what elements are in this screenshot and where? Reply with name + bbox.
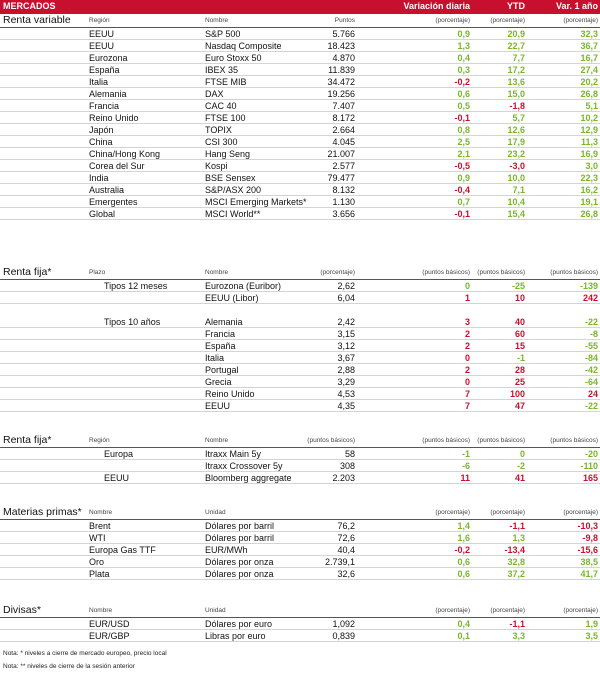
daily-change: -1 [461, 449, 470, 459]
table-row [0, 544, 600, 556]
daily-change: 0,1 [457, 631, 470, 641]
row-label: Tipos 12 meses [104, 281, 168, 291]
year-change: 26,8 [580, 89, 598, 99]
row-value: 3,67 [337, 353, 355, 363]
ytd-change: 10,0 [507, 173, 525, 183]
year-change: 16,2 [580, 185, 598, 195]
row-value: 7.407 [332, 101, 355, 111]
daily-change: 2 [464, 341, 470, 351]
daily-change: 1,3 [457, 41, 470, 51]
row-value: 76,2 [337, 521, 355, 531]
col-pct-label: (porcentaje) [320, 269, 355, 276]
equities-rows [0, 28, 600, 220]
markets-header-bar [0, 0, 600, 14]
daily-change: -0,4 [454, 185, 470, 195]
footnote: Nota: * niveles a cierre de mercado europeo, precio local [3, 650, 167, 657]
row-label: Italia [89, 77, 109, 87]
ytd-change: -1,8 [509, 101, 525, 111]
section-header [0, 14, 600, 28]
daily-change: 0 [464, 281, 470, 291]
year-change: -64 [584, 377, 598, 387]
col-unit-name-label: Unidad [205, 607, 226, 614]
ytd-change: 1,3 [512, 533, 525, 543]
table-row [0, 352, 600, 364]
table-row [0, 196, 600, 208]
col-ytd-header: YTD [507, 1, 525, 11]
col-unit-name-label: Unidad [205, 509, 226, 516]
row-value: 1,092 [332, 619, 355, 629]
ytd-change: 22,7 [507, 41, 525, 51]
row-value: 18.423 [327, 41, 355, 51]
daily-change: 0,6 [457, 557, 470, 567]
table-row [0, 630, 600, 642]
table-row [0, 460, 600, 472]
row-name: MSCI Emerging Markets* [205, 197, 307, 207]
daily-change: -0,2 [454, 545, 470, 555]
section-title: Renta fija* [3, 434, 52, 446]
daily-change: 0,5 [457, 101, 470, 111]
table-row [0, 328, 600, 340]
section-title: Materias primas* [3, 506, 82, 518]
year-change: -22 [584, 317, 598, 327]
ytd-change: 15 [514, 341, 525, 351]
row-label: WTI [89, 533, 106, 543]
section-title: Renta variable [3, 14, 71, 26]
year-change: -84 [584, 353, 598, 363]
table-row [0, 520, 600, 532]
row-value: 2.739,1 [324, 557, 355, 567]
year-change: -22 [584, 401, 598, 411]
row-label: Francia [89, 101, 120, 111]
year-change: 3,0 [585, 161, 598, 171]
daily-change: 0 [464, 377, 470, 387]
section-header [0, 266, 600, 280]
ytd-change: 5,7 [512, 113, 525, 123]
ytd-change: 32,8 [507, 557, 525, 567]
ytd-change: 15,0 [507, 89, 525, 99]
daily-change: 0,3 [457, 65, 470, 75]
daily-change: 1,6 [457, 533, 470, 543]
ytd-change: -1,1 [509, 521, 525, 531]
section-title: Divisas* [3, 604, 41, 616]
row-value: 40,4 [337, 545, 355, 555]
col-bp-label: (puntos básicos) [307, 437, 355, 444]
ytd-change: 60 [514, 329, 525, 339]
row-value: 308 [339, 461, 355, 471]
row-name: TOPIX [205, 125, 232, 135]
col-unit-label: (porcentaje) [435, 17, 470, 24]
row-label: Reino Unido [89, 113, 139, 123]
col-unit-label: (puntos básicos) [422, 269, 470, 276]
year-change: 3,5 [585, 631, 598, 641]
row-name: España [205, 341, 236, 351]
rates-rows [0, 280, 600, 412]
row-value: 4,53 [337, 389, 355, 399]
daily-change: 1 [464, 293, 470, 303]
row-label: China/Hong Kong [89, 149, 161, 159]
ytd-change: 7,1 [512, 185, 525, 195]
col-name-label: Nombre [205, 17, 229, 24]
year-change: 16,7 [580, 53, 598, 63]
col-term-label: Plazo [89, 269, 106, 276]
col-unit-label: (porcentaje) [490, 509, 525, 516]
year-change: -139 [579, 281, 598, 291]
row-name: S&P/ASX 200 [205, 185, 262, 195]
row-value: 8.132 [332, 185, 355, 195]
row-value: 4.045 [332, 137, 355, 147]
row-name: Portugal [205, 365, 239, 375]
row-label: Oro [89, 557, 105, 567]
row-value: 2.203 [332, 473, 355, 483]
row-name: Kospi [205, 161, 228, 171]
table-row [0, 172, 600, 184]
daily-change: 7 [464, 401, 470, 411]
ytd-change: 10 [514, 293, 525, 303]
col-name-label: Nombre [205, 437, 229, 444]
ytd-change: -1 [516, 353, 525, 363]
row-name: BSE Sensex [205, 173, 256, 183]
daily-change: 0,7 [457, 197, 470, 207]
row-name: Dólares por euro [205, 619, 273, 629]
row-value: 4,35 [337, 401, 355, 411]
row-value: 72,6 [337, 533, 355, 543]
row-label: España [89, 65, 120, 75]
year-change: 10,2 [580, 113, 598, 123]
daily-change: 0,8 [457, 125, 470, 135]
year-change: 27,4 [580, 65, 598, 75]
year-change: -110 [580, 461, 598, 471]
daily-change: 11 [460, 473, 470, 483]
row-label: India [89, 173, 109, 183]
daily-change: -0,1 [454, 209, 470, 219]
section-title: Renta fija* [3, 266, 52, 278]
year-change: 16,9 [580, 149, 598, 159]
ytd-change: 28 [514, 365, 525, 375]
col-unit-label: (puntos básicos) [477, 269, 525, 276]
ytd-change: -2 [516, 461, 525, 471]
table-row [0, 136, 600, 148]
daily-change: 1,4 [457, 521, 470, 531]
ytd-change: 15,4 [507, 209, 525, 219]
year-change: 1,9 [585, 619, 598, 629]
year-change: 36,7 [580, 41, 598, 51]
row-label: EUR/USD [89, 619, 130, 629]
currencies-rows [0, 618, 600, 642]
year-change: 20,2 [580, 77, 598, 87]
row-value: 0,839 [332, 631, 355, 641]
table-row [0, 88, 600, 100]
row-name: EEUU (Libor) [205, 293, 259, 303]
year-change: 5,1 [585, 101, 598, 111]
row-value: 5.766 [332, 29, 355, 39]
col-unit-label: (porcentaje) [490, 17, 525, 24]
ytd-change: 23,2 [507, 149, 525, 159]
ytd-change: 25 [514, 377, 525, 387]
ytd-change: -3,0 [509, 161, 525, 171]
equities-section [0, 14, 600, 220]
row-value: 34.472 [327, 77, 355, 87]
row-value: 2.577 [332, 161, 355, 171]
section-header [0, 604, 600, 618]
fixed-income-rates-section [0, 266, 600, 412]
col-unit-label: (puntos básicos) [422, 437, 470, 444]
daily-change: -6 [461, 461, 470, 471]
ytd-change: 41 [514, 473, 525, 483]
row-value: 3.656 [332, 209, 355, 219]
row-name: Francia [205, 329, 236, 339]
table-row [0, 618, 600, 630]
row-name: Euro Stoxx 50 [205, 53, 262, 63]
row-name: MSCI World** [205, 209, 261, 219]
daily-change: 0,9 [457, 29, 470, 39]
table-row [0, 448, 600, 460]
table-row [0, 52, 600, 64]
col-name-label: Nombre [89, 509, 113, 516]
table-row [0, 40, 600, 52]
daily-change: 2 [464, 329, 470, 339]
row-value: 3,15 [337, 329, 355, 339]
row-name: Dólares por onza [205, 557, 274, 567]
year-change: -8 [589, 329, 598, 339]
col-name-label: Nombre [89, 607, 113, 614]
row-value: 1.130 [332, 197, 355, 207]
year-change: 41,7 [580, 569, 598, 579]
daily-change: 2,1 [457, 149, 470, 159]
credit-rows [0, 448, 600, 484]
col-points-label: Puntos [334, 17, 355, 24]
table-row [0, 160, 600, 172]
ytd-change: 37,2 [507, 569, 525, 579]
ytd-change: 0 [519, 449, 525, 459]
row-value: 3,12 [337, 341, 355, 351]
col-unit-label: (puntos básicos) [550, 269, 598, 276]
row-label: Australia [89, 185, 125, 195]
row-name: IBEX 35 [205, 65, 239, 75]
row-value: 3,29 [337, 377, 355, 387]
col-region-label: Región [89, 437, 110, 444]
year-change: -55 [584, 341, 598, 351]
year-change: 24 [587, 389, 598, 399]
row-name: Itraxx Main 5y [205, 449, 262, 459]
year-change: -42 [584, 365, 598, 375]
ytd-change: 100 [509, 389, 525, 399]
daily-change: -0,1 [454, 113, 470, 123]
table-row [0, 316, 600, 328]
daily-change: -0,5 [454, 161, 470, 171]
row-value: 2,88 [337, 365, 355, 375]
table-row [0, 532, 600, 544]
year-change: 12,9 [580, 125, 598, 135]
ytd-change: 47 [514, 401, 525, 411]
row-label: Corea del Sur [89, 161, 145, 171]
row-value: 2,62 [337, 281, 355, 291]
commodities-rows [0, 520, 600, 580]
fixed-income-credit-section [0, 434, 600, 484]
ytd-change: -25 [511, 281, 525, 291]
table-row [0, 112, 600, 124]
row-value: 8.172 [332, 113, 355, 123]
year-change: 38,5 [580, 557, 598, 567]
row-name: Dólares por onza [205, 569, 274, 579]
col-region-label: Región [89, 17, 110, 24]
ytd-change: 13,6 [507, 77, 525, 87]
year-change: 242 [582, 293, 598, 303]
table-row [0, 340, 600, 352]
col-unit-label: (porcentaje) [563, 17, 598, 24]
row-name: Itraxx Crossover 5y [205, 461, 283, 471]
row-name: EEUU [205, 401, 231, 411]
ytd-change: 17,2 [507, 65, 525, 75]
table-row [0, 64, 600, 76]
table-row [0, 376, 600, 388]
row-name: FTSE MIB [205, 77, 247, 87]
year-change: 32,3 [580, 29, 598, 39]
col-unit-label: (porcentaje) [490, 607, 525, 614]
ytd-change: 7,7 [512, 53, 525, 63]
table-row [0, 556, 600, 568]
markets-title: MERCADOS [3, 1, 56, 11]
row-name: Grecia [205, 377, 232, 387]
section-header [0, 434, 600, 448]
row-label: Europa [104, 449, 134, 459]
daily-change: 0,4 [457, 619, 470, 629]
row-name: CSI 300 [205, 137, 238, 147]
row-name: Eurozona (Euribor) [205, 281, 282, 291]
row-name: Hang Seng [205, 149, 251, 159]
ytd-change: 3,3 [512, 631, 525, 641]
row-label: EEUU [89, 29, 115, 39]
year-change: 165 [582, 473, 598, 483]
table-row [0, 76, 600, 88]
row-label: Eurozona [89, 53, 128, 63]
table-row [0, 472, 600, 484]
row-name: S&P 500 [205, 29, 241, 39]
col-unit-label: (porcentaje) [563, 509, 598, 516]
year-change: 11,3 [580, 137, 598, 147]
year-change: -20 [584, 449, 598, 459]
row-name: Reino Unido [205, 389, 255, 399]
row-value: 21.007 [327, 149, 355, 159]
currencies-section [0, 604, 600, 642]
row-value: 32,6 [337, 569, 355, 579]
table-row [0, 208, 600, 220]
table-row [0, 28, 600, 40]
table-row [0, 100, 600, 112]
table-row [0, 124, 600, 136]
row-label: China [89, 137, 113, 147]
row-value: 6,04 [337, 293, 355, 303]
col-daily-header: Variación diaria [403, 1, 470, 11]
daily-change: 7 [464, 389, 470, 399]
row-label: Alemania [89, 89, 127, 99]
daily-change: 0 [464, 353, 470, 363]
table-row [0, 280, 600, 292]
row-name: Bloomberg aggregate [205, 473, 292, 483]
year-change: -9,8 [582, 533, 598, 543]
daily-change: 0,6 [457, 89, 470, 99]
daily-change: 3 [464, 317, 470, 327]
row-label: Global [89, 209, 116, 219]
row-label: EEUU [89, 41, 115, 51]
section-header [0, 506, 600, 520]
row-label: EEUU [104, 473, 130, 483]
ytd-change: -1,1 [509, 619, 525, 629]
commodities-section [0, 506, 600, 580]
daily-change: 0,6 [457, 569, 470, 579]
daily-change: -0,2 [454, 77, 470, 87]
table-row [0, 148, 600, 160]
row-label: Plata [89, 569, 110, 579]
col-unit-label: (porcentaje) [435, 607, 470, 614]
year-change: -15,6 [577, 545, 598, 555]
row-label: Tipos 10 años [104, 317, 161, 327]
row-label: Europa Gas TTF [89, 545, 156, 555]
table-row [0, 304, 600, 316]
ytd-change: 40 [514, 317, 525, 327]
ytd-change: 20,9 [507, 29, 525, 39]
row-value: 11.839 [328, 65, 355, 75]
row-label: Japón [89, 125, 114, 135]
daily-change: 2,5 [457, 137, 470, 147]
row-name: Nasdaq Composite [205, 41, 282, 51]
daily-change: 2 [464, 365, 470, 375]
row-name: Dólares por barril [205, 521, 275, 531]
year-change: 26,8 [580, 209, 598, 219]
col-unit-label: (puntos básicos) [550, 437, 598, 444]
row-name: FTSE 100 [205, 113, 246, 123]
daily-change: 0,4 [457, 53, 470, 63]
row-name: Dólares por barril [205, 533, 275, 543]
ytd-change: 17,9 [507, 137, 525, 147]
table-row [0, 388, 600, 400]
row-label: Brent [89, 521, 111, 531]
ytd-change: 10,4 [507, 197, 525, 207]
col-unit-label: (puntos básicos) [477, 437, 525, 444]
ytd-change: 12,6 [507, 125, 525, 135]
daily-change: 0,9 [457, 173, 470, 183]
row-name: Italia [205, 353, 225, 363]
ytd-change: -13,4 [504, 545, 525, 555]
row-value: 2.664 [332, 125, 355, 135]
row-value: 19.256 [327, 89, 355, 99]
col-name-label: Nombre [205, 269, 229, 276]
row-name: Libras por euro [205, 631, 266, 641]
table-row [0, 364, 600, 376]
row-name: EUR/MWh [205, 545, 248, 555]
row-value: 79.477 [327, 173, 355, 183]
table-row [0, 568, 600, 580]
table-row [0, 184, 600, 196]
row-name: Alemania [205, 317, 243, 327]
row-value: 4.870 [332, 53, 355, 63]
year-change: -10,3 [577, 521, 598, 531]
footnote: Nota: ** niveles de cierre de la sesión anterior [3, 663, 135, 670]
col-unit-label: (porcentaje) [435, 509, 470, 516]
col-unit-label: (porcentaje) [563, 607, 598, 614]
row-value: 58 [344, 449, 355, 459]
row-label: Emergentes [89, 197, 138, 207]
col-year-header: Var. 1 año [555, 1, 598, 11]
row-label: EUR/GBP [89, 631, 130, 641]
row-value: 2,42 [337, 317, 355, 327]
table-row [0, 400, 600, 412]
table-row [0, 292, 600, 304]
year-change: 19,1 [580, 197, 598, 207]
row-name: DAX [205, 89, 224, 99]
year-change: 22,3 [580, 173, 598, 183]
row-name: CAC 40 [205, 101, 237, 111]
